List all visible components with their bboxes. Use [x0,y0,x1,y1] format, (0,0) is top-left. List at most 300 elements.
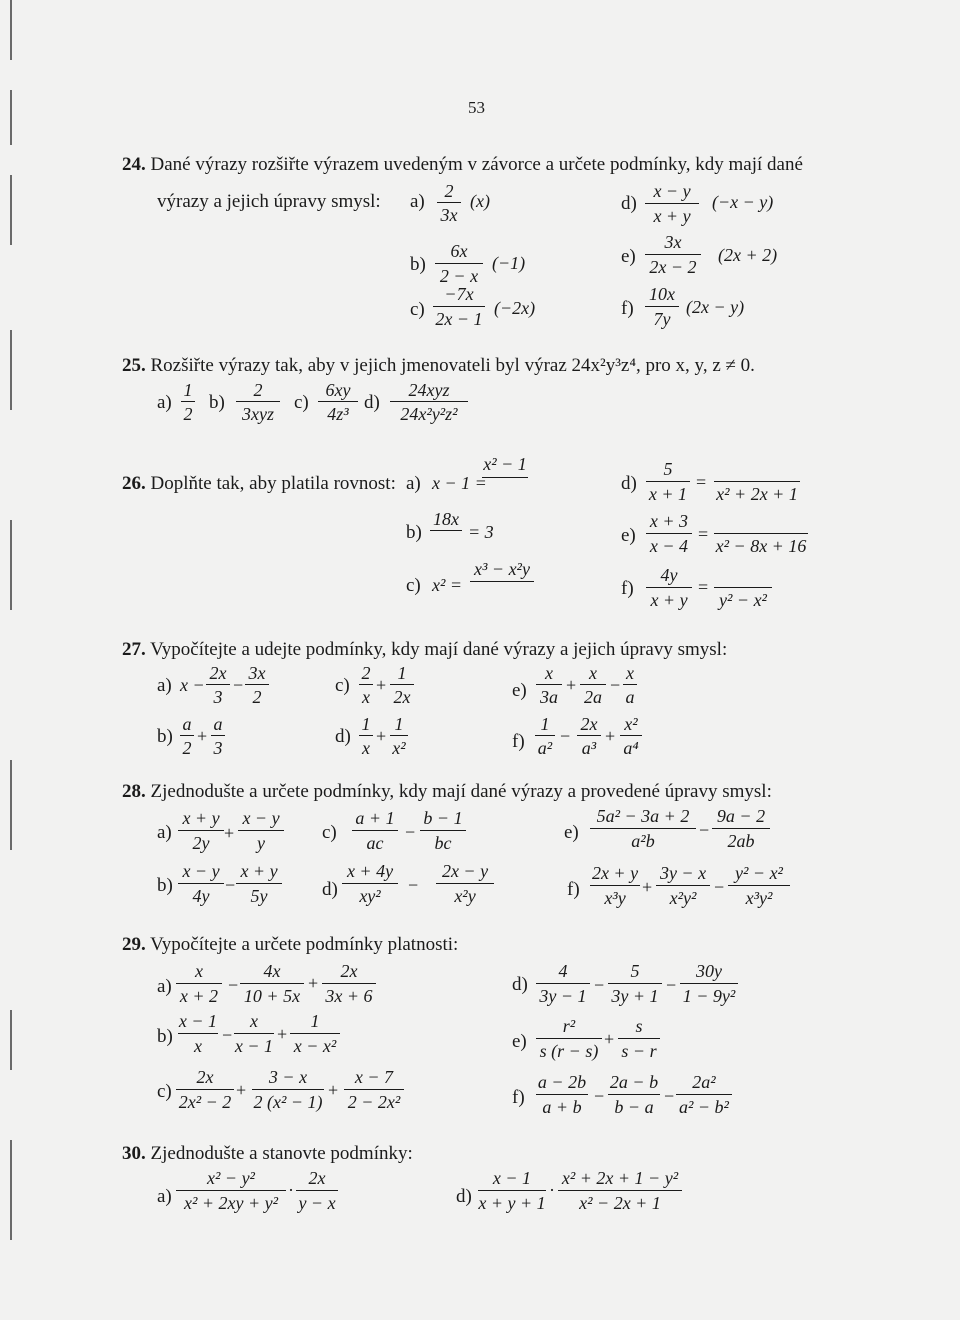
fraction-bar [342,883,398,884]
operator: + [566,675,577,695]
denominator: a + b [542,1097,582,1117]
numerator: 5 [663,459,673,479]
fraction [318,381,358,425]
operator: + [376,675,387,695]
fraction-bar [238,830,284,831]
numerator: 2 [253,380,263,400]
exercise-text: Vypočítejte a určete podmínky platnosti: [150,934,459,955]
fraction [176,1068,234,1112]
denominator: x + y [650,590,688,610]
exercise-25-line [122,356,755,375]
fraction [590,864,640,908]
denominator: 5y [250,886,268,906]
numerator: x − y [242,808,280,828]
numerator: x³ − x²y [474,559,530,579]
fraction [290,1012,340,1056]
item-label: e) [512,680,527,701]
denominator: 10 + 5x [243,986,301,1006]
numerator: x − 7 [354,1067,394,1087]
exercise-24-line1 [122,155,803,174]
denominator: y [257,833,265,853]
item-label: b) [157,1026,173,1047]
equation-lhs: x − 1 = [432,473,487,493]
fraction-bar [478,1190,546,1191]
item-label: f) [512,731,525,752]
exercise-number: 28. [122,781,146,802]
numerator: s [635,1016,643,1036]
exercise-27-line [122,640,727,659]
denominator: 2 [252,687,262,707]
fraction [236,862,282,906]
denominator: xy² [359,886,381,906]
exercise-number: 25. [122,355,146,376]
exercise-28-line [122,782,772,801]
operator: − [594,1086,605,1106]
numerator: x + y [182,808,220,828]
exercise-text: Vypočítejte a udejte podmínky, kdy mají dané výrazy a jejich úpravy smysl: [150,639,728,660]
fraction [238,809,284,853]
numerator: 3 − x [268,1067,308,1087]
fraction [322,962,376,1006]
fraction-bar [176,1089,234,1090]
denominator: 2 [182,738,192,758]
fraction [359,664,373,706]
fraction-bar [180,735,194,736]
operator: − [610,675,621,695]
denominator: x + 2 [179,986,219,1006]
numerator: 18x [433,509,459,529]
scan-margin-mark [10,0,12,60]
numerator: x [589,663,597,683]
item-label: f) [512,1087,525,1108]
numerator: −7x [444,284,474,304]
fraction-bar [436,883,494,884]
fraction-bar [646,587,692,588]
item-label: e) [621,525,636,546]
fraction-bar [236,401,280,402]
fraction-bar [433,306,485,307]
denominator: x² [392,738,406,758]
multiplier: (2x − y) [686,297,745,317]
fraction [296,1169,338,1213]
numerator: 2x + y [591,863,639,883]
operator: − [222,1025,233,1045]
denominator: x³y [604,888,626,908]
numerator: 4y [660,565,678,585]
fraction [714,566,772,610]
fraction-bar [206,684,230,685]
item-label: f) [621,298,634,319]
item-label: a) [157,392,172,413]
fraction-bar [178,1033,218,1034]
item-label: a) [157,976,172,997]
numerator: 1 [397,663,407,683]
fraction-bar [420,830,466,831]
operator: · [549,1180,555,1200]
numerator: 6xy [325,380,351,400]
numerator: x² + 2x + 1 − y² [561,1168,679,1188]
numerator: a [182,714,192,734]
scan-margin-mark [10,760,12,850]
fraction-bar [714,587,772,588]
operator: − [233,675,244,695]
denominator: x + y + 1 [478,1193,546,1213]
numerator: 1 [540,714,550,734]
term: x − [180,675,205,695]
exercise-number: 30. [122,1143,146,1164]
fraction [240,962,304,1006]
numerator: x [545,663,553,683]
fraction [646,512,692,556]
multiplier: (x) [470,191,490,211]
numerator: 2 [361,663,371,683]
fraction-bar [590,885,640,886]
exercise-text: Rozšiřte výrazy tak, aby v jejich jmenovateli byl výraz 24x²y³z⁴, pro x, y, z ≠ 0. [150,355,755,376]
numerator: 6x [450,241,468,261]
item-label: c) [157,1081,172,1102]
denominator: s (r − s) [539,1041,599,1061]
exercise-number: 26. [122,473,146,494]
denominator: ac [366,833,384,853]
denominator: x [194,1036,202,1056]
fraction-bar [676,1094,732,1095]
denominator: 3y − 1 [539,986,587,1006]
numerator: 10x [649,284,675,304]
fraction [620,715,642,757]
exercise-30-line [122,1144,413,1163]
equation-lhs: x² = [432,575,463,595]
item-label: f) [621,578,634,599]
fraction [536,1073,588,1117]
fraction-bar [176,983,222,984]
fraction-bar [290,1033,340,1034]
denominator: x − x² [293,1036,337,1056]
denominator: a⁴ [623,738,639,758]
scan-margin-mark [10,175,12,245]
fraction-bar [645,254,701,255]
fraction [580,664,606,706]
denominator: 2 (x² − 1) [253,1092,323,1112]
fraction-bar [390,684,414,685]
denominator: s − r [621,1041,657,1061]
fraction [420,809,466,853]
numerator: 4 [558,961,568,981]
fraction [714,460,800,504]
fraction [536,1017,602,1061]
fraction-bar [645,306,679,307]
numerator: a [213,714,223,734]
operator: + [224,823,235,843]
denominator: 7y [653,309,671,329]
fraction-bar [211,735,225,736]
fraction [645,233,701,277]
denominator: a² [537,738,553,758]
item-label: c) [410,299,425,320]
operator: − [699,820,710,840]
numerator: x² − 1 [483,454,527,474]
numerator: 3y − x [659,863,707,883]
operator: · [288,1180,294,1200]
fraction [646,460,690,504]
denominator: 3x [440,205,458,225]
denominator: 3 [213,687,223,707]
fraction [252,1068,324,1112]
equation-rhs: = 3 [468,522,494,542]
denominator: 3a [540,687,558,707]
exercise-26-line [122,474,396,493]
denominator: 2 [183,404,193,424]
fraction-bar [176,1190,286,1191]
numerator: 2x [209,663,227,683]
fraction [206,664,230,706]
exercise-29-line [122,935,458,954]
denominator: 2x² − 2 [178,1092,232,1112]
denominator: x² + 2xy + y² [183,1193,279,1213]
fraction [577,715,601,757]
numerator: 5 [630,961,640,981]
numerator: 5a² − 3a + 2 [596,806,690,826]
fraction-bar [536,1038,602,1039]
exercise-number: 27. [122,639,146,660]
operator: − [560,726,571,746]
multiplier: (−1) [492,253,526,273]
numerator: 2 [444,181,454,201]
fraction-bar [580,684,606,685]
fraction-bar [236,883,282,884]
scan-margin-mark [10,1010,12,1070]
fraction [714,512,808,556]
fraction-bar [181,401,195,402]
fraction-bar [656,885,710,886]
denominator: 3xyz [242,404,274,424]
numerator: 2x [308,1168,326,1188]
fraction [176,962,222,1006]
numerator: x + y [240,861,278,881]
numerator: x [626,663,634,683]
fraction-bar [252,1089,324,1090]
denominator: 2x − 2 [649,257,697,277]
exercise-number: 24. [122,154,146,175]
numerator: 1 [183,380,193,400]
fraction [178,862,224,906]
numerator: a + 1 [355,808,395,828]
item-label: d) [621,193,637,214]
exercise-text: výrazy a jejich úpravy smysl: [157,191,381,212]
operator: + [604,1029,615,1049]
numerator: 2x − y [441,861,489,881]
fraction-bar [296,1190,338,1191]
multiplier: (2x + 2) [718,245,778,265]
fraction-bar [590,828,696,829]
fraction-bar [390,735,408,736]
numerator: 2x [580,714,598,734]
denominator: y − x [298,1193,336,1213]
fraction [618,1017,660,1061]
item-label: c) [335,675,350,696]
numerator: 2a² [692,1072,716,1092]
fraction [211,715,225,757]
fraction-bar [618,1038,660,1039]
numerator: 9a − 2 [716,806,766,826]
denominator: 2x − 1 [435,309,483,329]
numerator: 2a − b [609,1072,659,1092]
equals-sign: = [696,472,707,492]
item-label: a) [157,1186,172,1207]
item-label: a) [406,473,421,494]
item-label: d) [322,879,338,900]
fraction-bar [577,735,601,736]
denominator: 4y [192,886,210,906]
fraction-bar [536,983,590,984]
fraction-bar [435,263,483,264]
item-label: a) [157,675,172,696]
fraction [245,664,269,706]
item-label: e) [621,246,636,267]
fraction [390,381,468,425]
numerator: 1 [310,1011,320,1031]
item-label: c) [322,822,337,843]
fraction [470,560,534,604]
fraction-bar [240,983,304,984]
item-label: d) [456,1186,472,1207]
denominator: 24x²y²z² [400,404,458,424]
fraction [176,1169,286,1213]
fraction [535,715,555,757]
fraction [482,455,528,499]
numerator: x − y [653,181,691,201]
numerator: a − 2b [537,1072,587,1092]
numerator: x − 1 [178,1011,218,1031]
fraction-bar [318,401,358,402]
fraction-bar [470,581,534,582]
fraction [390,664,414,706]
item-label: f) [567,879,580,900]
item-label: d) [621,473,637,494]
operator: − [714,877,725,897]
item-label: e) [512,1031,527,1052]
operator: + [277,1024,288,1044]
equals-sign: = [698,577,709,597]
fraction [181,381,195,423]
fraction-bar [680,983,738,984]
numerator: b − 1 [423,808,463,828]
fraction [536,664,562,706]
item-label: b) [406,522,422,543]
denominator: 2 − 2x² [347,1092,401,1112]
numerator: 4x [263,961,281,981]
item-label: b) [209,392,225,413]
operator: − [664,1086,675,1106]
numerator: 3x [248,663,266,683]
item-label: b) [157,875,173,896]
denominator: x + y [653,206,691,226]
scan-margin-mark [10,330,12,410]
exercise-text: Zjednodušte a stanovte podmínky: [150,1143,413,1164]
operator: + [642,877,653,897]
denominator: y² − x² [719,590,767,610]
fraction-bar [536,1094,588,1095]
denominator: 2ab [727,831,755,851]
fraction-bar [344,1089,404,1090]
numerator: x² [624,714,638,734]
denominator: 2y [192,833,210,853]
exercise-text: Zjednodušte a určete podmínky, kdy mají dané výrazy a provedené úpravy smysl: [150,781,772,802]
numerator: 1 [361,714,371,734]
fraction [478,1169,546,1213]
fraction-bar [482,477,528,478]
denominator: a² − b² [679,1097,729,1117]
operator: − [228,975,239,995]
denominator: 3y + 1 [611,986,659,1006]
denominator: a³ [581,738,597,758]
denominator: x + 1 [648,484,688,504]
fraction [344,1068,404,1112]
denominator: 4z³ [327,404,349,424]
numerator: y² − x² [735,863,783,883]
fraction-bar [608,1094,660,1095]
operator: − [408,875,419,895]
item-label: a) [410,191,425,212]
fraction [178,1012,218,1056]
fraction [645,182,699,226]
operator: − [666,975,677,995]
numerator: x − y [182,861,220,881]
fraction-bar [359,735,373,736]
fraction [433,285,485,329]
denominator: x²y² [669,888,697,908]
page-number: 53 [468,98,485,117]
multiplier: (−2x) [494,298,536,318]
scan-margin-mark [10,1140,12,1240]
fraction-bar [437,202,461,203]
fraction [728,864,790,908]
numerator: 24xyz [408,380,450,400]
fraction-bar [535,735,555,736]
denominator: x²y [454,886,476,906]
fraction-bar [714,533,808,534]
numerator: x + 3 [649,511,689,531]
fraction [435,242,483,286]
numerator: 2x [196,1067,214,1087]
numerator: x² − y² [207,1168,255,1188]
fraction-bar [178,830,224,831]
denominator: a [625,687,635,707]
item-label: c) [294,392,309,413]
fraction [590,807,696,851]
operator: + [328,1080,339,1100]
item-label: e) [564,822,579,843]
fraction [645,285,679,329]
fraction [436,862,494,906]
denominator: x² − 2x + 1 [579,1193,661,1213]
operator: − [405,822,416,842]
numerator: r² [562,1016,576,1036]
fraction [359,715,373,757]
denominator: x² + 2x + 1 [716,484,798,504]
fraction [180,715,194,757]
operator: + [236,1080,247,1100]
fraction-bar [646,533,692,534]
denominator: x − 1 [234,1036,274,1056]
item-label: b) [157,726,173,747]
numerator: x + 4y [346,861,394,881]
denominator: 2a [584,687,602,707]
scan-margin-mark [10,520,12,610]
fraction [680,962,738,1006]
operator: + [308,973,319,993]
item-label: c) [406,575,421,596]
operator: − [594,975,605,995]
